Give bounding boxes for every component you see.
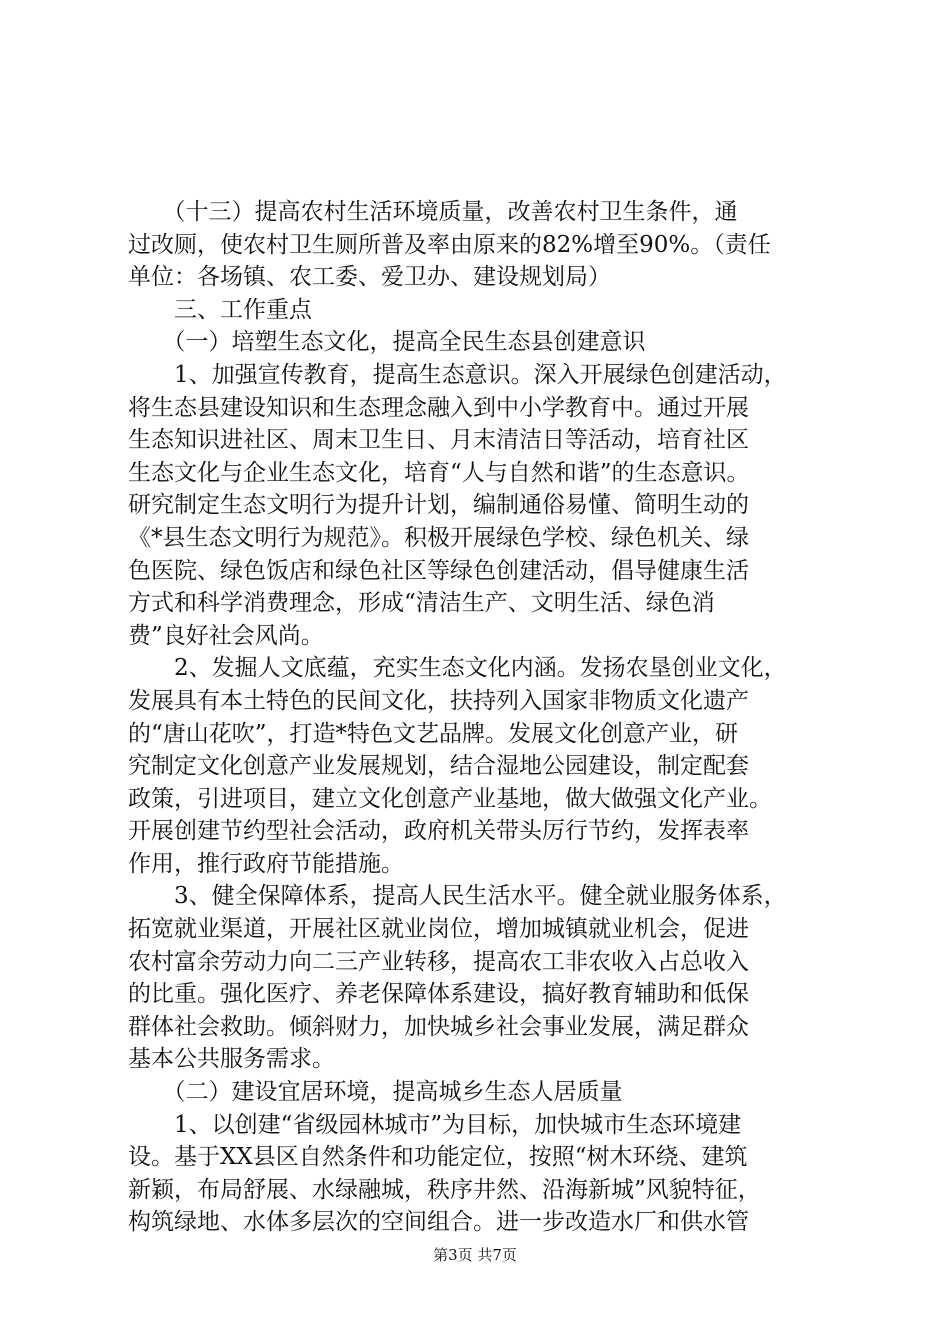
text-line: 费”良好社会风尚。 xyxy=(128,622,324,649)
text-line: 基本公共服务需求。 xyxy=(128,1046,335,1073)
text-line: 的“唐山花吹”，打造*特色文艺品牌。发展文化创意产业，研 xyxy=(128,720,739,747)
text-line: 将生态县建设知识和生态理念融入到中小学教育中。通过开展 xyxy=(128,394,749,421)
text-line: 单位：各场镇、农工委、爱卫办、建设规划局） xyxy=(128,264,611,291)
document-body xyxy=(128,196,828,1239)
text-line: 开展创建节约型社会活动，政府机关带头厉行节约，发挥表率 xyxy=(128,818,749,845)
section-heading: 三、工作重点 xyxy=(128,296,312,323)
text-line: 设。基于XX县区自然条件和功能定位，按照“树木环绕、建筑 xyxy=(128,1144,748,1171)
text-line: 色医院、绿色饭店和绿色社区等绿色创建活动，倡导健康生活 xyxy=(128,557,749,584)
text-line: 的比重。强化医疗、养老保障体系建设，搞好教育辅助和低保 xyxy=(128,981,749,1008)
text-line: 方式和科学消费理念，形成“清洁生产、文明生活、绿色消 xyxy=(128,590,715,617)
text-line: 群体社会救助。倾斜财力，加快城乡社会事业发展，满足群众 xyxy=(128,1013,749,1040)
text-line: 生态文化与企业生态文化，培育“人与自然和谐”的生态意识。 xyxy=(128,459,750,486)
text-line: 农村富余劳动力向二三产业转移，提高农工非农收入占总收入 xyxy=(128,948,749,975)
subsection-heading: （一）培塑生态文化，提高全民生态县创建意识 xyxy=(128,329,646,356)
text-line: 发展具有本土特色的民间文化，扶持列入国家非物质文化遗产 xyxy=(128,687,749,714)
text-line: 作用，推行政府节能措施。 xyxy=(128,850,404,877)
text-line: 过改厕，使农村卫生厕所普及率由原来的82%增至90%。（责任 xyxy=(128,231,771,258)
subsection-heading: （二）建设宜居环境，提高城乡生态人居质量 xyxy=(128,1079,623,1106)
text-line: 3、健全保障体系，提高人民生活水平。健全就业服务体系， xyxy=(128,883,787,910)
text-line: 2、发掘人文底蕴，充实生态文化内涵。发扬农垦创业文化， xyxy=(128,655,787,682)
text-line: 研究制定生态文明行为提升计划，编制通俗易懂、简明生动的 xyxy=(128,492,749,519)
text-line: 拓宽就业渠道，开展社区就业岗位，增加城镇就业机会，促进 xyxy=(128,916,749,943)
text-line: 究制定文化创意产业发展规划，结合湿地公园建设，制定配套 xyxy=(128,753,749,780)
text-line: 新颖，布局舒展、水绿融城，秩序井然、沿海新城”风貌特征， xyxy=(128,1176,761,1203)
text-line: 生态知识进社区、周末卫生日、月末清洁日等活动，培育社区 xyxy=(128,427,749,454)
text-line: 1、加强宣传教育，提高生态意识。深入开展绿色创建活动， xyxy=(128,361,787,388)
text-line: （十三）提高农村生活环境质量，改善农村卫生条件，通 xyxy=(128,199,738,225)
text-line: 《*县生态文明行为规范》。积极开展绿色学校、绿色机关、绿 xyxy=(128,524,749,551)
text-line: 1、以创建“省级园林城市”为目标，加快城市生态环境建 xyxy=(128,1111,742,1138)
page-number-footer: 第3页 共7页 xyxy=(433,1246,517,1264)
text-line: 构筑绿地、水体多层次的空间组合。进一步改造水厂和供水管 xyxy=(128,1209,749,1236)
text-line: 政策，引进项目，建立文化创意产业基地，做大做强文化产业。 xyxy=(128,785,772,812)
